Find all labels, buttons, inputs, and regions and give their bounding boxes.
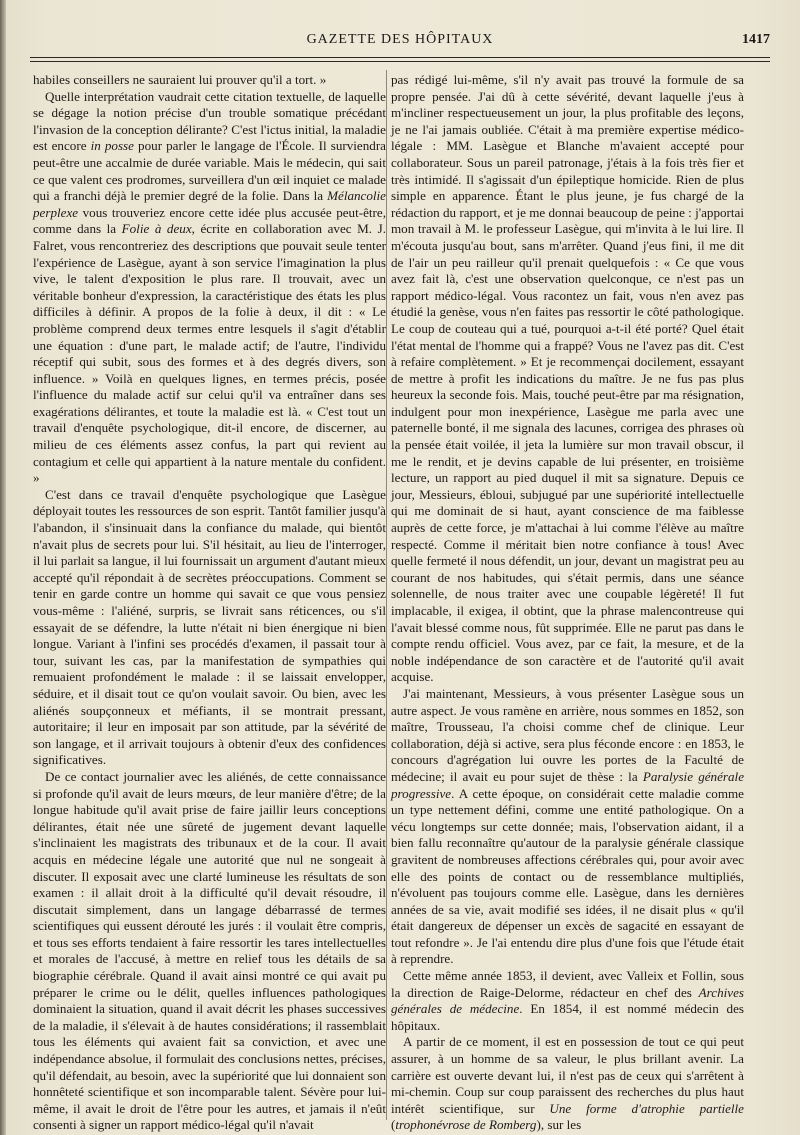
text-column-right <box>391 72 744 1134</box>
text-run: ), sur les <box>536 1117 582 1133</box>
text-run: . A cette époque, on considérait cette maladie comme un type nettement défini, comme une entité pathologique. On a vécu longtemps sur cette donnée; mais, l'observation aidant, il a bien fallu reconnaître qu'autour de la paralysie générale classique gravitent de nombreuses affections cérébrales qui, pour avoir avec elle des points de contact ou de ressemblance multipliés, n'évoluent pas toujours comme elle. Lasègue, dans les dernières années de sa vie, avait modifié ses idées, il ne disait plus « qu'il était dangereux de dépenser un excès de sagacité en essayant de tout refondre ». Je l'ai entendu dire plus d'une fois que l'étude était à reprendre. <box>391 785 744 967</box>
italic-title: Mélancolie perplexe <box>33 188 386 220</box>
italic-term: in posse <box>90 138 134 154</box>
paragraph: De ce contact journalier avec les aliénés, de cette connaissance si profonde qu'il avait de leurs mœurs, de leur manière d'être; de la longue habitude qu'il avait prise de faire jaillir leurs conceptions délirantes, était née une sûreté de jugement devant laquelle s'inclinaient les magistrats des tribunaux et de la cour. Il avait acquis en médecine légale une autorité que nul ne songeait à discuter. Il exposait avec une clarté lumineuse les résultats de son examen : il allait droit à la difficulté qu'il devait résoudre, il discutait simplement, dans un langage débarrassé de termes scientifiques qui eussent dérouté les jurés : il voulait être compris, et tous ses efforts tendaient à faire ressortir les tares intellectuelles et morales de l'accusé, à mettre en relief tous les détails de sa biographie cérébrale. Quand il avait ainsi montré ce qui avait pu préparer le crime ou le délit, quelles influences pathologiques dominaient la situation, quand il avait décrit les phases successives de la maladie, il s'élevait à de hautes considérations; il rassemblait tous les éléments qui avaient fait sa conviction, et avec une indépendance absolue, il formulait des conclusions nettes, précises, qu'il défendait, au besoin, avec la supériorité que lui donnaient son honnêteté scientifique et son incomparable talent. Sévère pour lui-même, il avait le droit de l'être pour les autres, et jamais il n'eût consenti à signer un rapport médico-légal qu'il n'avait <box>33 768 386 1133</box>
running-head <box>30 32 770 52</box>
italic-title: Archives générales de médecine <box>391 984 744 1017</box>
paragraph <box>391 1034 744 1134</box>
text-run: Quelle interprétation vaudrait cette citation textuelle, de laquelle se dégage la notion précise d'un trouble somatique précédant l'invasion de la conception délirante? C'est l'ictus initial, la maladie est encore <box>33 88 386 154</box>
text-run: J'ai maintenant, Messieurs, à vous présenter Lasègue sous un autre aspect. Je vous ramène en arrière, nous sommes en 1852, son maître, Trousseau, l'a choisi comme chef de clinique. Leur collaboration, déjà si active, sera plus féconde encore : en 1853, le concours d'agrégation lui ouvre les portes de la Faculté de médecine; il avait eu pour sujet de thèse : la <box>391 685 744 784</box>
text-run: ( <box>391 1117 396 1133</box>
italic-term: trophonévrose de Romberg <box>395 1117 537 1133</box>
text-run: A partir de ce moment, il est en possession de tout ce qui peut assurer, à un homme de sa valeur, le plus brillant avenir. La carrière est ouverte devant lui, il n'est pas de ceux qui s'arrêtent à mi-chemin. Coup sur coup paraissent des recherches du plus haut intérêt scientifique, sur <box>391 1034 744 1116</box>
italic-title: Paralysie générale progressive <box>391 768 745 801</box>
text-run: Cette même année 1853, il devient, avec Valleix et Follin, sous la direction de Raige-Delorme, rédacteur en chef des <box>391 968 744 1000</box>
publication-title: GAZETTE DES HÔPITAUX <box>306 32 494 47</box>
text-run: vous trouveriez encore cette idée plus accusée peut-être, comme dans la <box>33 204 386 237</box>
column-divider <box>386 70 387 1120</box>
text-run: , écrite en collaboration avec M. J. Falret, vous rencontreriez des descriptions que pouvait seule tenter l'expérience de Lasègue, ayant à son service l'imagination la plus vive, le talent d'exposition le plus rare. Il trouvait, avec un véritable bonheur d'expression, la caractéristique des états les plus difficiles à définir. A propos de la folie à deux, il dit : « Le problème comprend deux termes entre lesquels il s'agit d'établir une équation : d'une part, le malade actif; de l'autre, l'individu réceptif qui subit, sous des formes et à des degrés divers, son influence. » Voilà en quelques lignes, en termes précis, posée l'influence du malade actif sur celui qu'il va entraîner dans ses exagérations délirantes, et toute la maladie est là. « C'est tout un travail d'enquête psychologique, dit-il encore, de discerner, au milieu de ces éléments assez confus, la part qui revient au contagium et celle qui appartient à la nature mentale du confident. » <box>33 221 386 486</box>
text-column-left <box>33 72 386 1134</box>
text-run: pour parler le langage de l'École. Il surviendra peut-être une accalmie de durée variable. Mais le médecin, qui sait ce que valent ces prodromes, surveillera d'un œil inquiet ce malade qui a franchi déjà le premier degré de la folie. Dans la <box>33 138 386 204</box>
paragraph <box>391 968 744 1034</box>
paragraph <box>33 89 386 487</box>
paragraph: habiles conseillers ne sauraient lui prouver qu'il a tort. » <box>33 72 327 87</box>
text-run: . En 1854, il est nommé médecin des hôpitaux. <box>391 1001 744 1033</box>
paragraph <box>391 686 744 968</box>
paragraph: C'est dans ce travail d'enquête psychologique que Lasègue déployait toutes les ressources de son esprit. Tantôt familier jusqu'à l'abandon, il s'insinuait dans la confiance du malade, qui bientôt n'avait plus de secrets pour lui. S'il hésitait, au lieu de l'interroger, il lui parlait sa langue, il lui fournissait un argument d'autant mieux accepté qu'il répondait à de secrètes préoccupations. Comment se tenir en garde contre un homme qui savait ce que vous pensiez vous-même : l'aliéné, surpris, se livrait sans réticences, ou s'il essayait de se défendre, la lutte n'était ni bien énergique ni bien longue. Variant à l'infini ses procédés d'examen, il passait tour à tour, suivant les cas, par la manifestation de sympathies qui remuaient profondément le malade : il se laissait envelopper, séduire, et il disait tout ce qu'on voulait savoir. Ou bien, avec les aliénés soupçonneux et méfiants, il se montrait pressant, autoritaire; il leur en imposait par son attitude, par la sévérité de son langage, et il arrivait toujours à obtenir d'eux des confidences significatives. <box>33 486 386 768</box>
header-rule <box>30 57 770 62</box>
paragraph: pas rédigé lui-même, s'il n'y avait pas trouvé la formule de sa propre pensée. J'ai dû à cette sévérité, devant laquelle j'eus à m'incliner respectueusement un jour, la plus profitable des leçons, je ne l'ai jamais oubliée. C'était à ma première expertise médico-légale : MM. Lasègue et Blanche m'avaient accepté pour collaborateur. Sous un pareil patronage, j'étais à la fois très fier et très intimidé. Il s'agissait d'un épileptique homicide. Rien de plus simple en apparence. Étant le plus jeune, je fus chargé de la rédaction du rapport, et je me donnai beaucoup de peine : j'apportai mon travail à M. le professeur Lasègue, qui m'invita à le lui lire. Il m'écouta jusqu'au bout, sans m'arrêter. Quand j'eus fini, il me dit de l'air un peu railleur qu'il prenait quelquefois : « Ce que vous avez fait là, c'est une observation quelconque, ce n'est pas un rapport médico-légal. Vous racontez un fait, vous n'en avez pas étudié la genèse, vous n'en faites pas ressortir le côté pathologique. Le coup de couteau qui a tué, pourquoi a-t-il été porté? Quel était l'état mental de l'homme qui a frappé? Vous ne l'avez pas dit. C'est à refaire complètement. » Et je recommençai docilement, essayant de mettre à profit les indications du maître. Je ne fus pas plus heureux la seconde fois. Mais, touché peut-être par ma résignation, indulgent pour mon inexpérience, Lasègue me parla avec une paternelle bonté, il me signala des lacunes, corrigea des phrases où la pensée était voilée, il jeta la lumière sur mon travail obscur, il me le rendit, et je devins capable de lui présenter, en troisième lecture, un rapport au pied duquel il mit sa signature. Depuis ce jour, Messieurs, ébloui, subjugué par une supériorité intellectuelle qui me dominait de si haut, ayant conscience de ma faiblesse auprès de cette force, je m'attachai à lui comme l'élève au maître respecté. Comme il méritait bien notre confiance à tous! Avec quelle fermeté il nous défendit, un jour, devant un magistrat peu au courant de nos habitudes, qui s'était permis, dans une séance solennelle, de nous traiter avec une coupable légèreté! Il fut implacable, il exigea, il obtint, que la phrase malencontreuse qui l'avait blessé comme nous, fût supprimée. Elle ne parut pas dans le compte rendu officiel. Vous avez, par ce fait, la mesure, et de la noble indépendance de son caractère et de l'autorité qu'il avait acquise. <box>391 72 744 685</box>
italic-title: Une forme d'atrophie partielle <box>549 1100 744 1116</box>
page-binding-edge <box>0 0 6 1135</box>
italic-title: Folie à deux <box>121 221 192 237</box>
page-number: 1417 <box>742 32 770 47</box>
